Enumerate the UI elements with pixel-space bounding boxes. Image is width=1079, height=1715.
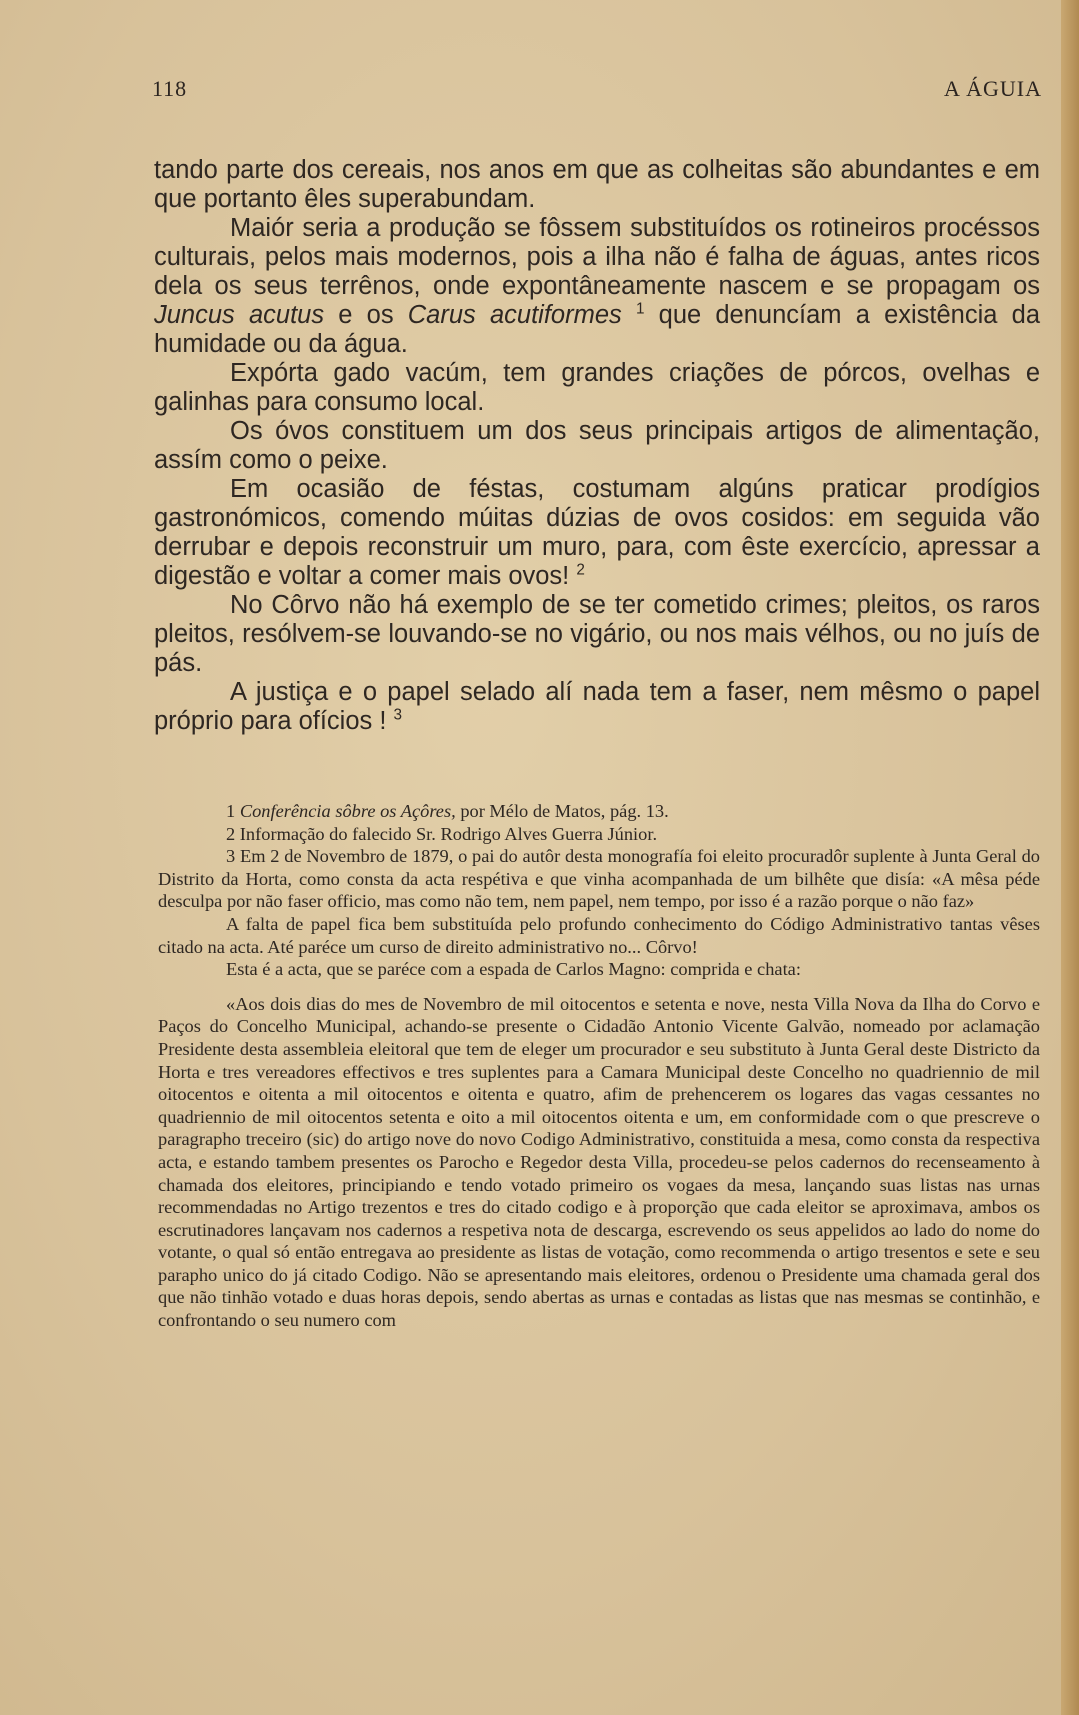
paragraph-7: [154, 678, 1040, 736]
paragraph-1: tando parte dos cereais, nos anos em que as colheitas são abundantes e em que portanto êles superabundam.: [154, 156, 1040, 213]
footnote-ref-3: 3: [393, 706, 403, 724]
running-title: A ÁGUIA: [943, 76, 1042, 101]
footnote-3-paragraph-3: Esta é a acta, que se paréce com a espada de Carlos Magno: comprida e chata:: [226, 959, 801, 980]
footnote-3-text: Em 2 de Novembro de 1879, o pai do autôr desta monografía foi eleito procuradôr suplente à Junta Geral do Distrito da Horta, como consta da acta respétiva e que vinha acompanhada de um bilhête que disía: «A mêsa péde desculpa por não faser officio, mas como não tem, nem papel, nem tempo, por isso é a razão porque o não faz»: [158, 846, 1040, 912]
footnote-3-paragraph-2: A falta de papel fica bem substituída pelo profundo conhecimento do Código Administrativo tantas vêses citado na acta. Até paréce um curso de direito administrativo no... Côrvo!: [158, 913, 1040, 957]
footnote-3-number: 3: [226, 846, 236, 867]
species-name-1: Juncus acutus: [154, 301, 325, 329]
footnote-1-text: por Mélo de Matos, pág. 13.: [455, 801, 669, 821]
footnote-ref-1: 1: [635, 300, 645, 318]
page-number: 118: [152, 76, 188, 101]
footnote-2-number: 2: [226, 823, 236, 844]
page-header: [152, 76, 1042, 102]
paragraph-5-text: Em ocasião de féstas, costumam algúns praticar prodígios gastronómicos, comendo múitas dúzias de ovos cosidos: em seguida vão derrubar e depois reconstruir um muro, para, com êste exercício, apressar a digestão e voltar a comer mais ovos!: [154, 475, 1040, 590]
paragraph-6: No Côrvo não há exemplo de se ter cometido crimes; pleitos, os raros pleitos, resólvem-se louvando-se no vigário, ou nos mais vélhos, ou no juís de pás.: [154, 591, 1040, 677]
footnote-1: [158, 800, 1040, 823]
paragraph-2: [154, 214, 1040, 359]
paragraph-2-text-b: e os: [324, 301, 408, 329]
paragraph-3: Expórta gado vacúm, tem grandes criações de pórcos, ovelhas e galinhas para consumo local.: [154, 359, 1040, 416]
footnote-1-number: 1: [226, 801, 236, 821]
paragraph-2-text-a: Maiór seria a produção se fôssem substituídos os rotineiros procéssos culturais, pelos mais modernos, pois a ilha não é falha de águas, antes ricos dela os seus terrênos, onde expontâneamente nascem e se propagam os: [154, 214, 1040, 300]
footnotes: [158, 800, 1040, 1332]
paragraph-2-text-c: que denuncíam a existência da humidade ou da água.: [154, 301, 1041, 358]
species-name-2: Carus acutiformes: [407, 301, 622, 329]
page-edge: [1061, 0, 1079, 1715]
paragraph-4: Os óvos constituem um dos seus principais artigos de alimentação, assím como o peixe.: [154, 417, 1040, 474]
footnote-3-quote: «Aos dois dias do mes de Novembro de mil oitocentos e setenta e nove, nesta Villa Nova da Ilha do Corvo e Paços do Concelho Municipal, achando-se presente o Cidadão Antonio Vicente Galvão, nomeado por aclamação Presidente desta assembleia eleitoral que tem de eleger um procurador e seu substituto à Junta Geral deste Districto da Horta e tres vereadores effectivos e tres suplentes para a Camara Municipal deste Concelho no quadriennio de mil oitocentos e oitenta a mil oitocentos e oitenta e quatro, afim de prehencerem os logares das vagas cessantes no quadriennio de mil oitocentos setenta e oito a mil oitocentos oitenta e um, em conformidade com o que prescreve o paragrapho treceiro (sic) do artigo nove do novo Codigo Administrativo, constituida a mesa, como consta da respectiva acta, e estando tambem presentes os Parocho e Regedor desta Villa, procedeu-se pelos cadernos do recenseamento à chamada dos eleitores, principiando e tendo votado primeiro os vogaes da mesa, lançando suas listas nas urnas recommendadas no Artigo trezentos e tres do citado codigo e à proporção que cada eleitor se aproximava, ambos os escrutinadores lançavam nos cadernos a respetiva nota de descarga, escrevendo os seus appelidos ao lado do nome do votante, o qual só então entregava ao presidente as listas de votação, como recommenda o artigo tresentos e sete e seu parapho unico do já citado Codigo. Não se apresentando mais eleitores, ordenou o Presidente uma chamada geral dos que não tinhão votado e duas horas depois, sendo abertas as urnas e contadas as listas que nas mesmas se continhão, e confrontando o seu numero com: [158, 993, 1040, 1331]
footnote-2-text: Informação do falecido Sr. Rodrigo Alves Guerra Júnior.: [235, 823, 658, 844]
paragraph-7-text: A justiça e o papel selado alí nada tem a faser, nem mêsmo o papel próprio para ofícios !: [154, 678, 1040, 735]
paragraph-5: [154, 475, 1040, 591]
footnote-1-title: Conferência sôbre os Açôres,: [239, 801, 456, 821]
footnote-ref-2: 2: [576, 561, 585, 579]
main-text: [154, 156, 1040, 736]
footnote-2: [158, 823, 1040, 846]
footnote-3: [158, 845, 1040, 913]
